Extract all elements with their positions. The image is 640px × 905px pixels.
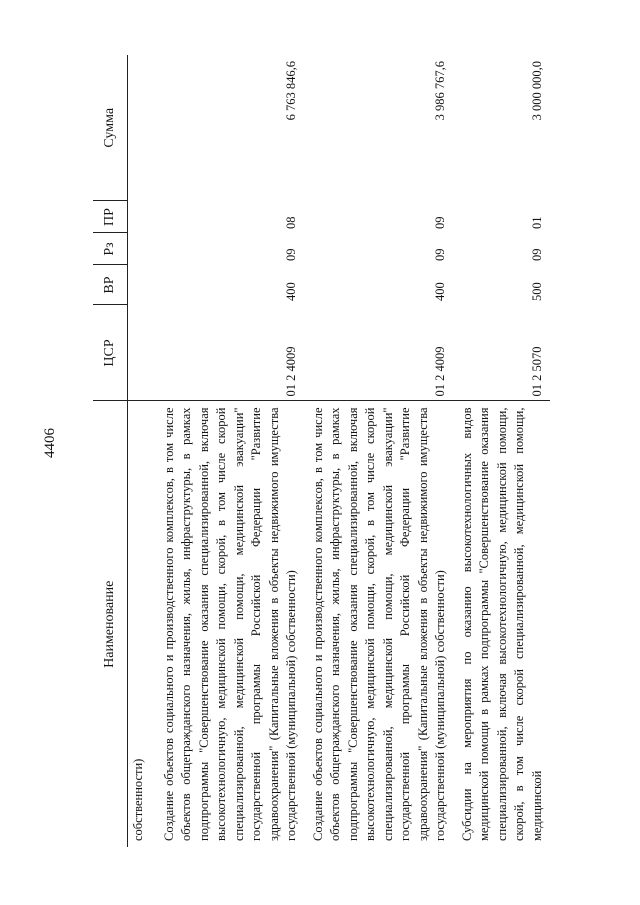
row-pr: 01 <box>529 216 544 229</box>
row-vr: 400 <box>284 282 298 301</box>
page-number: 4406 <box>42 428 58 458</box>
header-sum: Сумма <box>93 55 128 201</box>
row-pr <box>128 201 156 233</box>
row-csr: 01 2 4009 <box>433 346 447 397</box>
row-sum <box>128 55 156 201</box>
table-row <box>156 55 305 847</box>
budget-table <box>93 55 550 847</box>
header-csr: ЦСР <box>93 305 128 401</box>
row-sum: 3 986 767,6 <box>433 61 447 121</box>
row-pr: 08 <box>284 216 298 229</box>
row-name: Субсидии на мероприятия по оказанию высокотехнологичных видов медицинской помощи в рамках подпрограммы "Совершенствование оказания специализированной, включая высокотехнологичную, медицинской помощи, скорой, в том числе скорой специализированной, медицинской помощи, медицинской <box>454 401 551 847</box>
table-row <box>454 55 551 847</box>
row-pr: 09 <box>433 216 447 229</box>
header-pr: ПР <box>93 201 128 233</box>
row-sum: 3 000 000,0 <box>529 61 544 121</box>
header-rz: Рз <box>93 233 128 265</box>
budget-table-rotated <box>93 55 603 847</box>
row-rz: 09 <box>284 248 298 261</box>
header-vr: ВР <box>93 265 128 305</box>
row-csr: 01 2 5070 <box>529 346 544 397</box>
row-name: Создание объектов социального и производственного комплексов, в том числе объектов общегражданского назначения, жилья, инфраструктуры, в рамках подпрограммы "Совершенствование оказания специализированной, включая высокотехнологичную, медицинской помощи, скорой, в том числе скорой специализированной, медицинской помощи, медицинской эвакуации" государственной программы Российской Федерации "Развитие здравоохранения" (Капитальные вложения в объекты недвижимого имущества государственной (муниципальной) собственности) <box>156 401 305 847</box>
row-csr <box>128 305 156 401</box>
row-vr <box>128 265 156 305</box>
rotated-table-area <box>93 55 603 847</box>
row-vr: 500 <box>529 282 544 301</box>
table-row <box>128 55 156 847</box>
row-rz: 09 <box>433 248 447 261</box>
row-vr: 400 <box>433 282 447 301</box>
table-header-row <box>93 55 128 847</box>
row-rz <box>128 233 156 265</box>
row-name: собственности) <box>128 401 156 847</box>
row-name: Создание объектов социального и производственного комплексов, в том числе объектов общегражданского назначения, жилья, инфраструктуры, в рамках подпрограммы "Совершенствование оказания специализированной, включая высокотехнологичную, медицинской помощи, скорой, в том числе скорой специализированной, медицинской помощи, медицинской эвакуации" государственной программы Российской Федерации "Развитие здравоохранения" (Капитальные вложения в объекты недвижимого имущества государственной (муниципальной) собственности) <box>305 401 454 847</box>
table-row <box>305 55 454 847</box>
row-csr: 01 2 4009 <box>284 346 298 397</box>
row-rz: 09 <box>529 248 544 261</box>
row-sum: 6 763 846,6 <box>284 61 298 121</box>
header-name: Наименование <box>93 401 128 847</box>
